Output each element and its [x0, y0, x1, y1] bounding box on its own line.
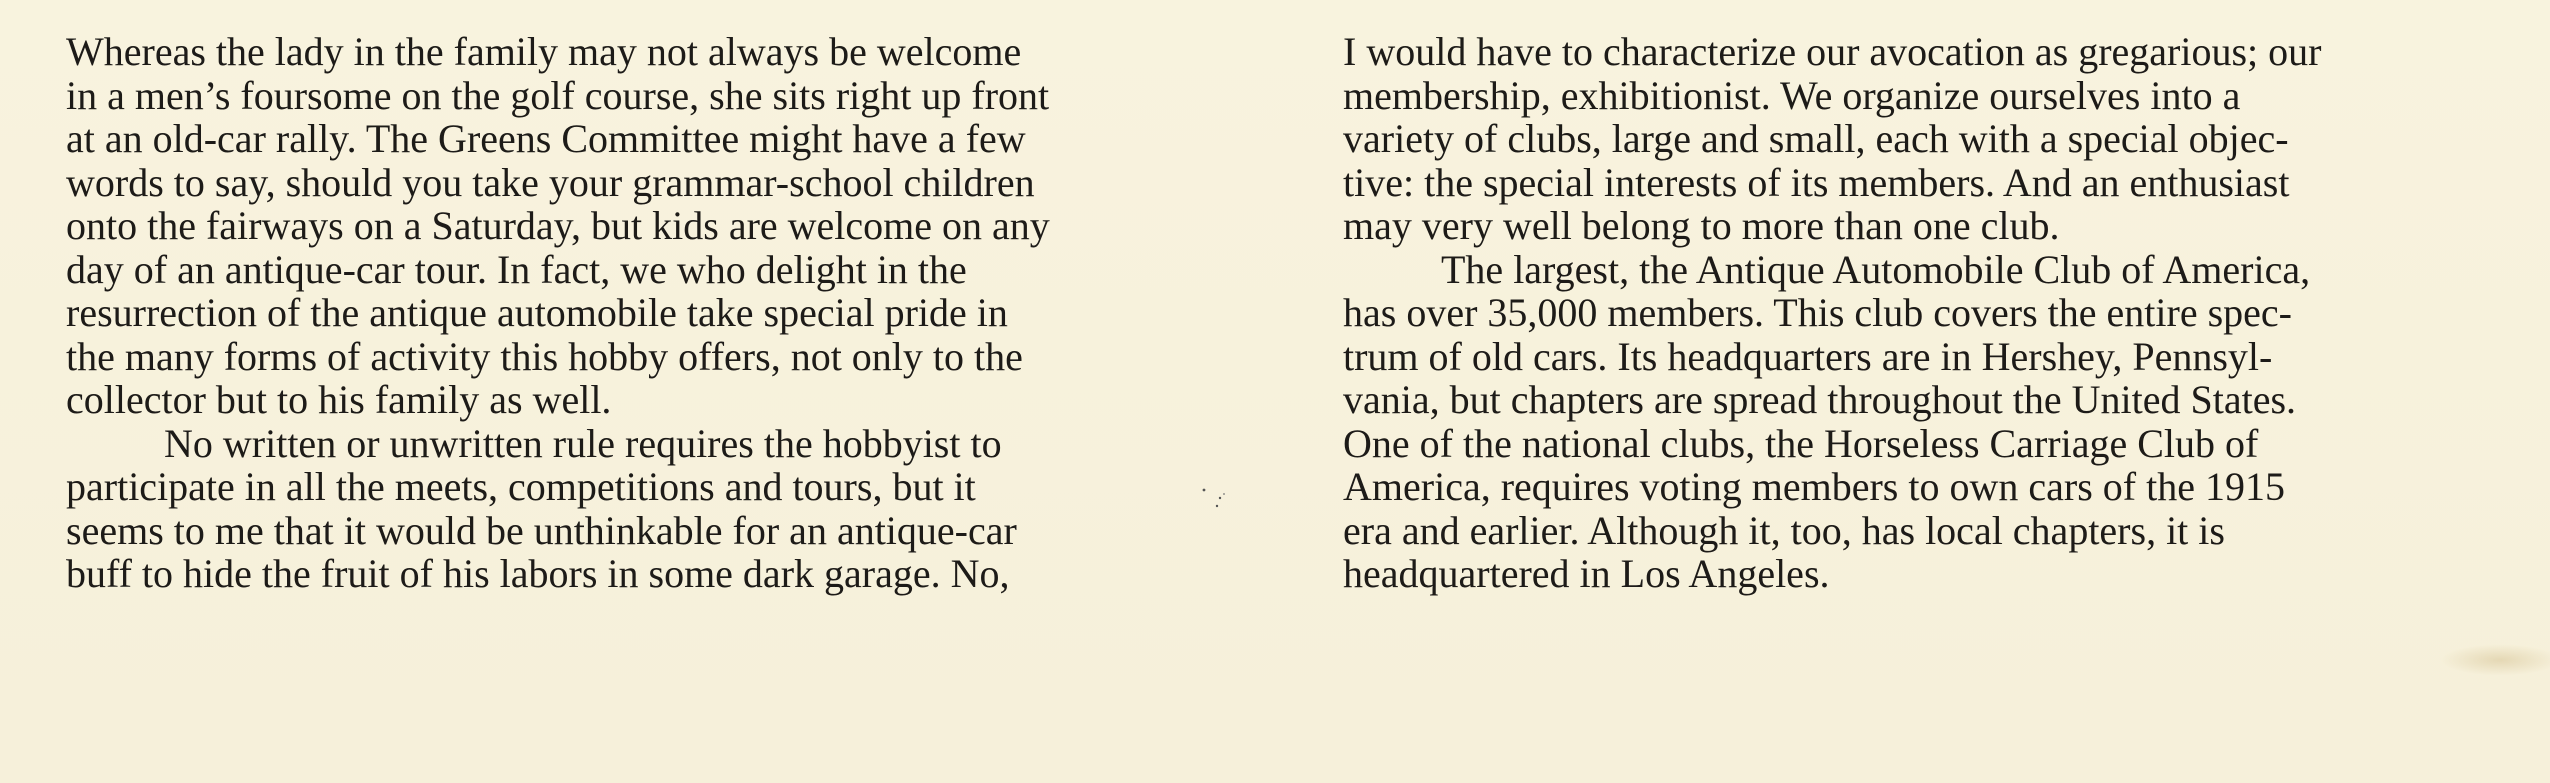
text-line: resurrection of the antique automobile take special pride in — [66, 290, 1008, 335]
text-line: Whereas the lady in the family may not always be welcome — [66, 29, 1022, 74]
text-line: America, requires voting members to own cars of the 1915 — [1343, 464, 2285, 509]
dust-speck — [1200, 488, 1230, 518]
paragraph-start-line: No written or unwritten rule requires the hobbyist to — [164, 420, 1002, 466]
right-text-column — [1343, 30, 2543, 596]
text-line: buff to hide the fruit of his labors in some dark garage. No, — [66, 551, 1010, 596]
text-line: the many forms of activity this hobby offers, not only to the — [66, 333, 1023, 379]
text-line: in a men’s foursome on the golf course, she sits right up front — [66, 72, 1050, 118]
text-line: I would have to characterize our avocation as gregarious; our — [1343, 29, 2322, 74]
text-line: day of an antique-car tour. In fact, we who delight in the — [66, 246, 967, 292]
text-line: era and earlier. Although it, too, has local chapters, it is — [1343, 507, 2225, 553]
text-line: seems to me that it would be unthinkable for an antique-car — [66, 507, 1017, 553]
text-line: membership, exhibitionist. We organize ourselves into a — [1343, 72, 2241, 118]
text-line: has over 35,000 members. This club covers the entire spec- — [1343, 290, 2292, 335]
text-line: words to say, should you take your grammar-school children — [66, 159, 1035, 205]
text-line: One of the national clubs, the Horseless Carriage Club of — [1343, 420, 2259, 466]
text-line: headquartered in Los Angeles. — [1343, 551, 1830, 596]
left-text-column — [66, 30, 1266, 596]
text-line: vania, but chapters are spread throughout the United States. — [1343, 377, 2297, 422]
paragraph-start-line: The largest, the Antique Automobile Club of America, — [1441, 246, 2311, 292]
text-line: may very well belong to more than one club. — [1343, 203, 2060, 248]
text-line: at an old-car rally. The Greens Committee might have a few — [66, 116, 1026, 161]
text-line: participate in all the meets, competitions and tours, but it — [66, 464, 976, 509]
text-line: onto the fairways on a Saturday, but kids are welcome on any — [66, 203, 1050, 248]
text-line: tive: the special interests of its members. And an enthusiast — [1343, 159, 2290, 205]
text-line: trum of old cars. Its headquarters are in Hershey, Pennsyl- — [1343, 333, 2273, 379]
text-line: variety of clubs, large and small, each with a special objec- — [1343, 116, 2289, 161]
text-line: collector but to his family as well. — [66, 377, 612, 422]
